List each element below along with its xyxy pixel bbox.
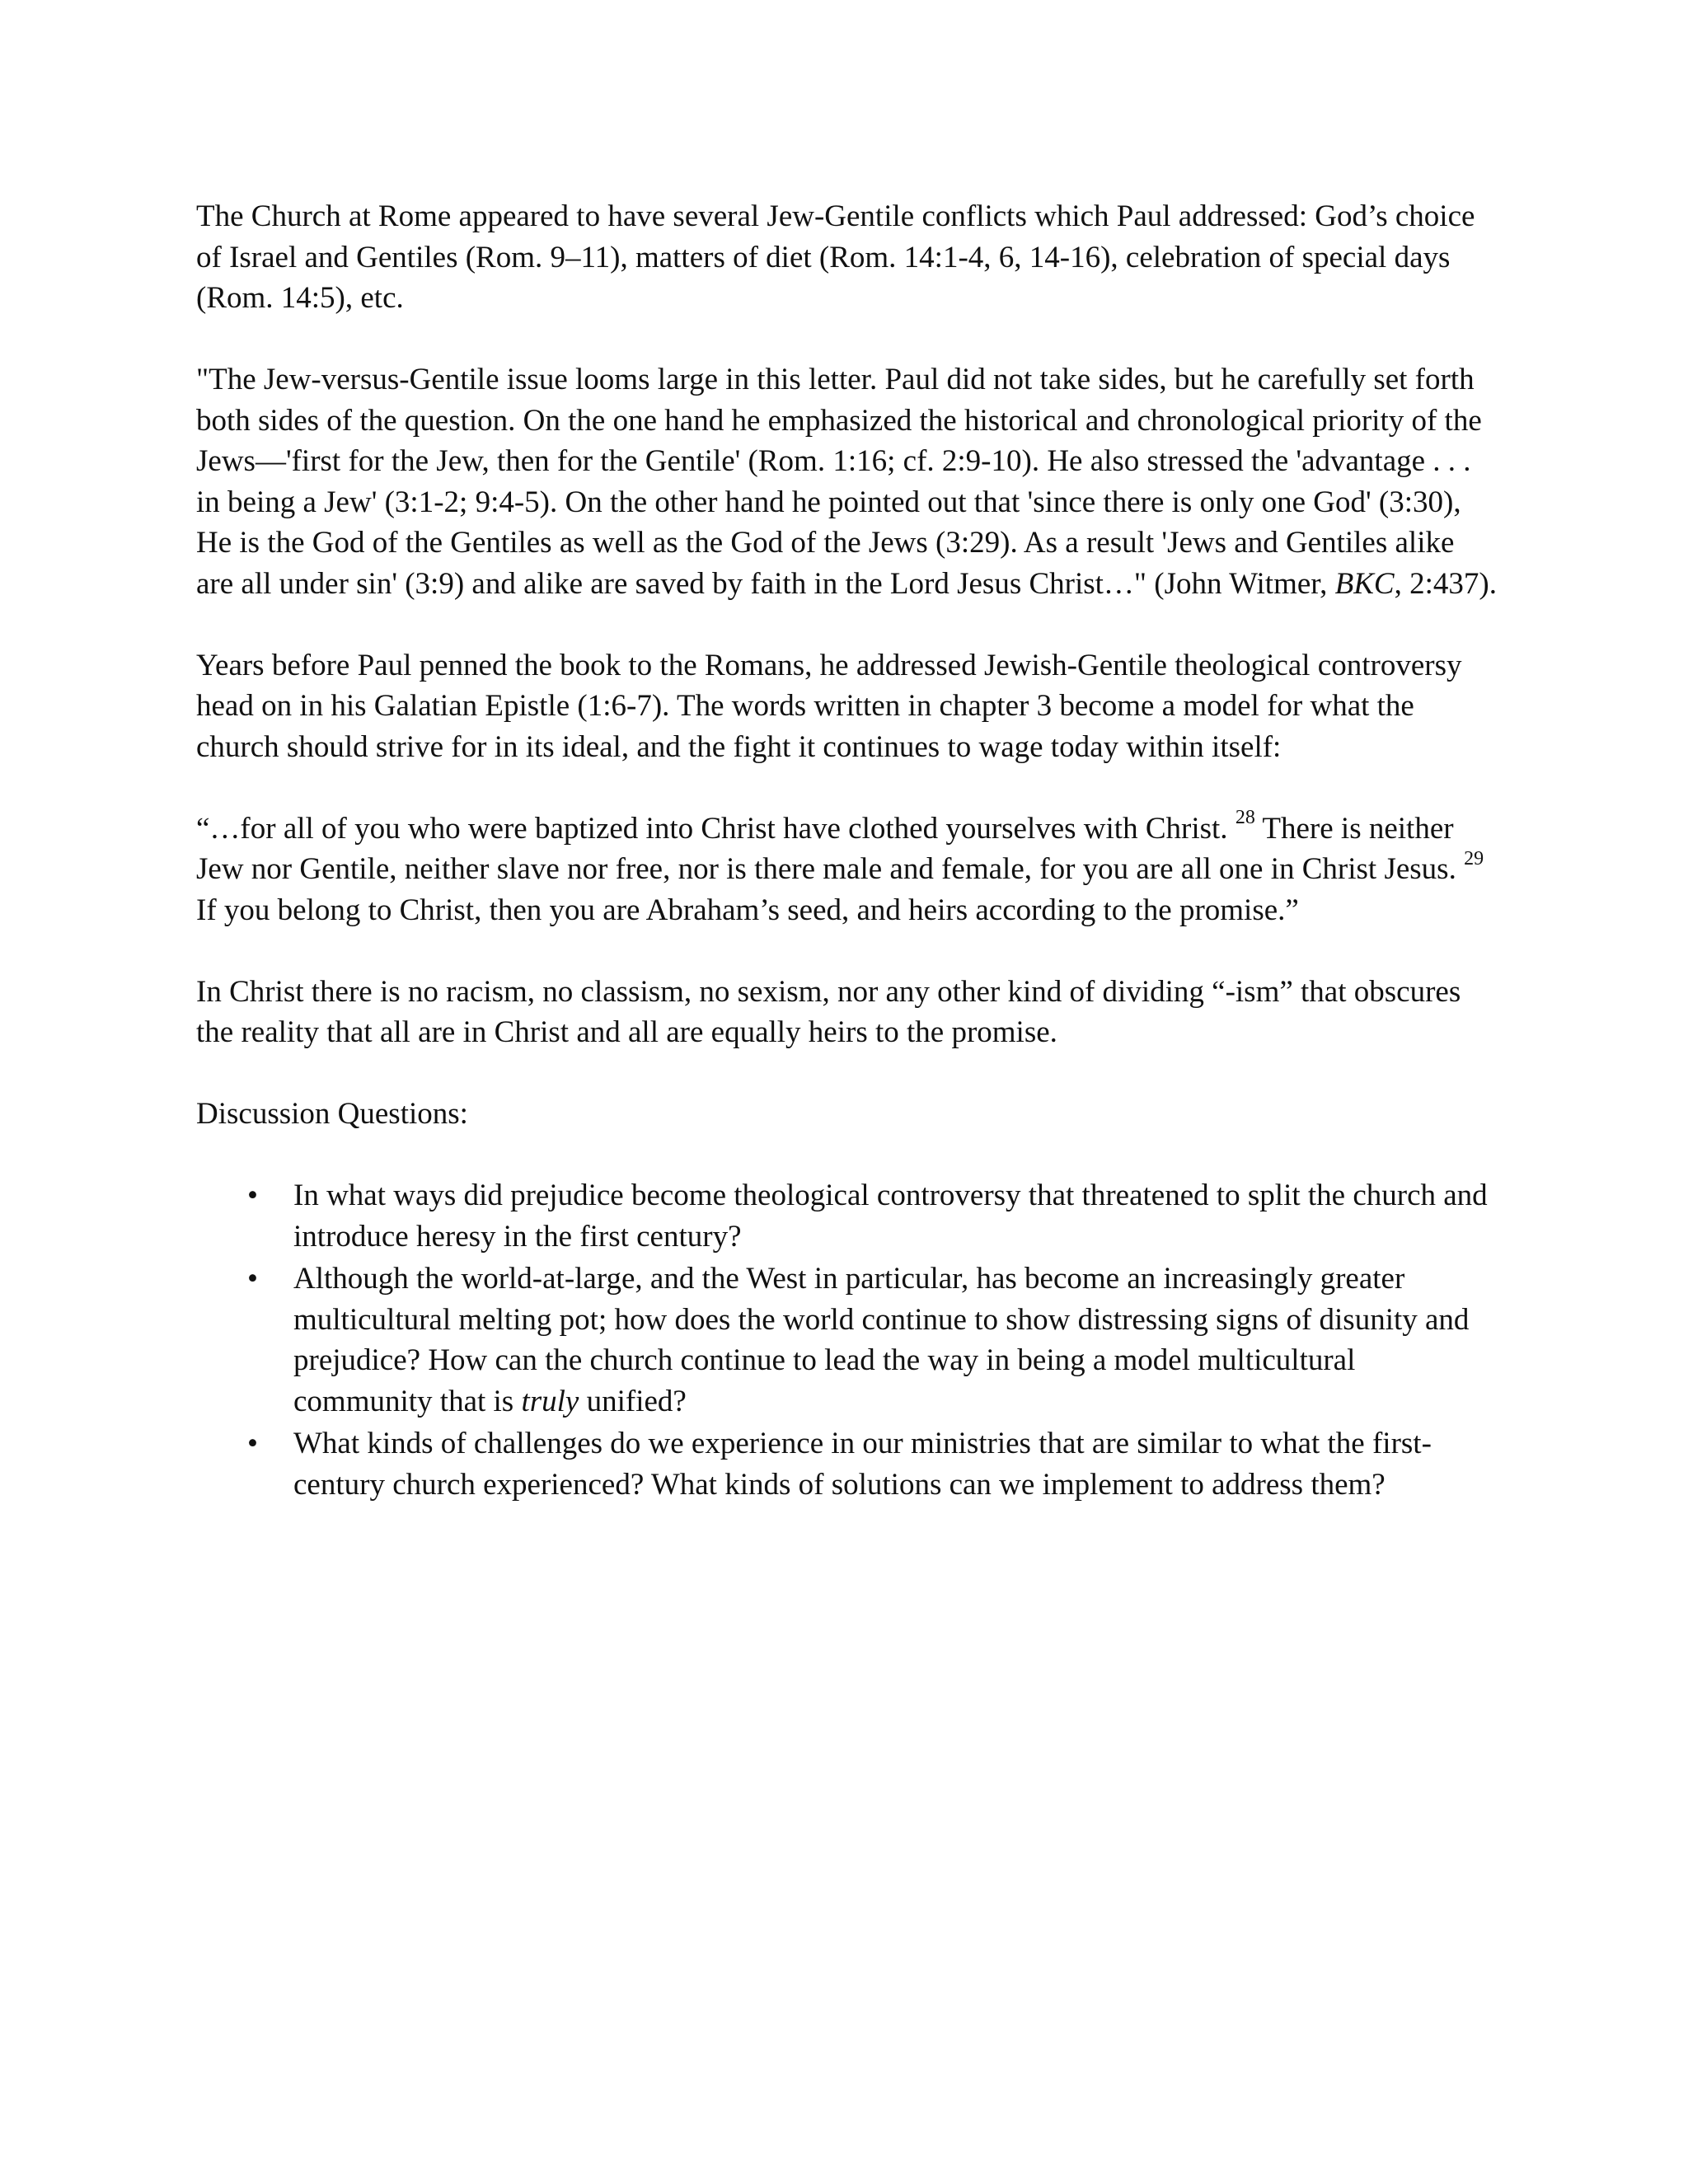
question-text: What kinds of challenges do we experience in our ministries that are similar to what the first-century church experienced? What kinds of solutions can we implement to address them? [293, 1427, 1432, 1502]
bullet-icon: • [247, 1262, 258, 1296]
paragraph-in-christ [196, 972, 1498, 1053]
citation-text: , 2:437). [1394, 566, 1497, 601]
verse-number-29: 29 [1464, 847, 1484, 869]
emphasis-italic: truly [521, 1384, 579, 1418]
heading-text: Discussion Questions: [196, 1097, 468, 1131]
discussion-questions-list [196, 1175, 1498, 1505]
question-text: unified? [579, 1384, 687, 1418]
list-item [196, 1258, 1498, 1422]
document-page [196, 196, 1498, 1507]
bullet-icon: • [247, 1179, 258, 1212]
list-item [196, 1423, 1498, 1505]
paragraph-rome-conflicts [196, 196, 1498, 319]
source-title-italic: BKC [1334, 566, 1395, 601]
discussion-questions-heading [196, 1094, 1498, 1135]
scripture-text: If you belong to Christ, then you are Abraham’s seed, and heirs according to the promise.” [196, 893, 1299, 927]
list-item [196, 1175, 1498, 1257]
scripture-text: “…for all of you who were baptized into Christ have clothed yourselves with Christ. [196, 811, 1236, 846]
verse-number-28: 28 [1235, 807, 1255, 829]
paragraph-text: In Christ there is no racism, no classism, no sexism, nor any other kind of dividing “-ism” that obscures the reality that all are in Christ and all are equally heirs to the promise. [196, 974, 1461, 1049]
scripture-text: There is neither Jew nor Gentile, neither slave nor free, nor is there male and female, for you are all one in Christ Jesus. [196, 811, 1465, 886]
bullet-icon: • [247, 1427, 258, 1460]
paragraph-text: Years before Paul penned the book to the Romans, he addressed Jewish-Gentile theological controversy head on in his Galatian Epistle (1:6-7). The words written in chapter 3 become a model for what the church should strive for in its ideal, and the fight it continues to wage today within itself: [196, 648, 1462, 764]
paragraph-galatians [196, 645, 1498, 768]
paragraph-scripture-quote [196, 808, 1498, 931]
paragraph-witmer-quote [196, 359, 1498, 604]
question-text: In what ways did prejudice become theological controversy that threatened to split the church and introduce heresy in the first century? [293, 1179, 1488, 1254]
quote-text: "The Jew-versus-Gentile issue looms large in this letter. Paul did not take sides, but he carefully set forth both sides of the question. On the one hand he emphasized the historical and chronological priority of the Jews—'first for the Jew, then for the Gentile' (Rom. 1:16; cf. 2:9-10). He also stressed the 'advantage . . . in being a Jew' (3:1-2; 9:4-5). On the other hand he pointed out that 'since there is only one God' (3:30), He is the God of the Gentiles as well as the God of the Jews (3:29). As a result 'Jews and Gentiles alike are all under sin' (3:9) and alike are saved by faith in the Lord Jesus Christ…" (John Witmer, [196, 363, 1482, 601]
paragraph-text: The Church at Rome appeared to have several Jew-Gentile conflicts which Paul addressed: God’s choice of Israel and Gentiles (Rom. 9–11), matters of diet (Rom. 14:1-4, 6, 14-16), celebration of special days (Rom. 14:5), etc. [196, 199, 1475, 315]
question-text: Although the world-at-large, and the West in particular, has become an increasingly greater multicultural melting pot; how does the world continue to show distressing signs of disunity and prejudice? How can the church continue to lead the way in being a model multicultural community that is [293, 1262, 1470, 1418]
